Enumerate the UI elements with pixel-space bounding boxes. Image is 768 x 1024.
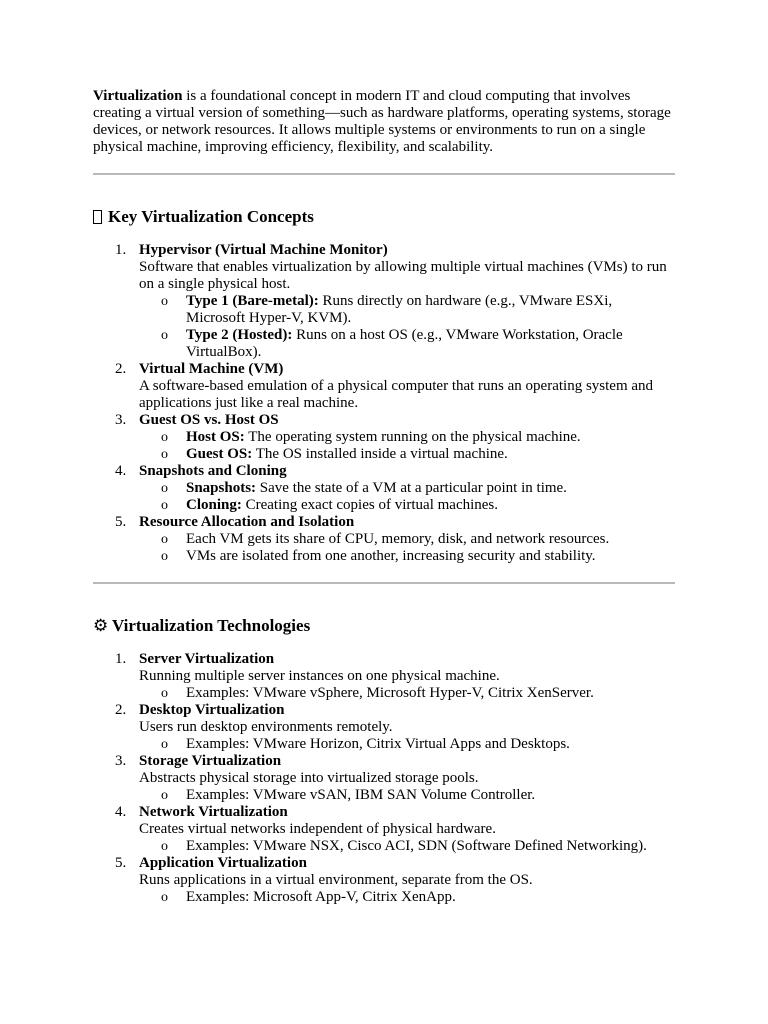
concepts-list bbox=[93, 242, 675, 565]
item-description: Abstracts physical storage into virtualized storage pools. bbox=[139, 770, 479, 786]
sub-list bbox=[139, 429, 675, 463]
document-body bbox=[93, 88, 675, 906]
sub-item-text: The OS installed inside a virtual machine. bbox=[252, 446, 508, 462]
sub-item-label: Type 2 (Hosted): bbox=[186, 327, 293, 343]
sub-item-label: Snapshots: bbox=[186, 480, 257, 496]
sub-item-text: Each VM gets its share of CPU, memory, disk, and network resources. bbox=[186, 531, 610, 547]
sub-item-text: Examples: VMware vSphere, Microsoft Hyper-V, Citrix XenServer. bbox=[186, 685, 594, 701]
list-number: 3. bbox=[115, 412, 127, 428]
horizontal-rule bbox=[93, 582, 675, 584]
sub-list-item bbox=[139, 787, 675, 804]
sub-item-label: Guest OS: bbox=[186, 446, 253, 462]
item-title: Snapshots and Cloning bbox=[139, 463, 287, 479]
sub-item-text: Examples: Microsoft App-V, Citrix XenApp. bbox=[186, 889, 456, 905]
sub-item-text: The operating system running on the physical machine. bbox=[244, 429, 581, 445]
list-number: 4. bbox=[115, 463, 127, 479]
bullet-icon: o bbox=[161, 890, 168, 905]
list-item bbox=[93, 242, 675, 361]
list-number: 5. bbox=[115, 855, 127, 871]
sub-list-item bbox=[139, 327, 675, 361]
item-title: Desktop Virtualization bbox=[139, 702, 285, 718]
sub-list-item bbox=[139, 889, 675, 906]
item-title: Application Virtualization bbox=[139, 855, 307, 871]
sub-item-label: Host OS: bbox=[186, 429, 245, 445]
list-number: 5. bbox=[115, 514, 127, 530]
gear-icon: ⚙ bbox=[93, 616, 109, 635]
bullet-icon: o bbox=[161, 481, 168, 496]
horizontal-rule bbox=[93, 173, 675, 175]
item-title: Storage Virtualization bbox=[139, 753, 282, 769]
bullet-icon: o bbox=[161, 447, 168, 462]
sub-list-item bbox=[139, 838, 675, 855]
bullet-icon: o bbox=[161, 430, 168, 445]
sub-list-item bbox=[139, 293, 675, 327]
sub-item-text: Examples: VMware Horizon, Citrix Virtual Apps and Desktops. bbox=[186, 736, 570, 752]
sub-list-item bbox=[139, 497, 675, 514]
sub-item-text: Runs directly on hardware (e.g., VMware ESXi, Microsoft Hyper-V, KVM). bbox=[186, 293, 613, 326]
list-number: 1. bbox=[115, 651, 127, 667]
technologies-heading bbox=[93, 616, 675, 636]
list-item bbox=[93, 412, 675, 463]
sub-list bbox=[139, 838, 675, 855]
bullet-icon: o bbox=[161, 294, 168, 309]
list-number: 4. bbox=[115, 804, 127, 820]
list-number: 2. bbox=[115, 702, 127, 718]
list-item bbox=[93, 753, 675, 804]
intro-paragraph bbox=[93, 88, 675, 156]
sub-item-text: Creating exact copies of virtual machines. bbox=[241, 497, 499, 513]
list-item bbox=[93, 463, 675, 514]
sub-list bbox=[139, 736, 675, 753]
technologies-list bbox=[93, 651, 675, 906]
list-item bbox=[93, 514, 675, 565]
list-item bbox=[93, 804, 675, 855]
list-number: 1. bbox=[115, 242, 127, 258]
list-item bbox=[93, 361, 675, 412]
item-description: Running multiple server instances on one physical machine. bbox=[139, 668, 500, 684]
list-item bbox=[93, 651, 675, 702]
sub-list bbox=[139, 889, 675, 906]
bullet-icon: o bbox=[161, 532, 168, 547]
item-title: Guest OS vs. Host OS bbox=[139, 412, 279, 428]
item-description: A software-based emulation of a physical computer that runs an operating system and applications just like a real machine. bbox=[139, 378, 654, 411]
list-number: 3. bbox=[115, 753, 127, 769]
bullet-icon: o bbox=[161, 498, 168, 513]
concepts-heading-text: Key Virtualization Concepts bbox=[108, 207, 314, 226]
item-title: Virtual Machine (VM) bbox=[139, 361, 284, 377]
sub-list bbox=[139, 480, 675, 514]
sub-item-text: VMs are isolated from one another, increasing security and stability. bbox=[186, 548, 596, 564]
item-description: Runs applications in a virtual environment, separate from the OS. bbox=[139, 872, 533, 888]
sub-item-label: Cloning: bbox=[186, 497, 242, 513]
item-title: Network Virtualization bbox=[139, 804, 288, 820]
sub-item-text: Examples: VMware vSAN, IBM SAN Volume Controller. bbox=[186, 787, 536, 803]
sub-list-item bbox=[139, 531, 675, 548]
bullet-icon: o bbox=[161, 328, 168, 343]
sub-list-item bbox=[139, 736, 675, 753]
sub-list-item bbox=[139, 548, 675, 565]
sub-list bbox=[139, 531, 675, 565]
sub-item-label: Type 1 (Bare-metal): bbox=[186, 293, 319, 309]
item-title: Hypervisor (Virtual Machine Monitor) bbox=[139, 242, 388, 258]
sub-list bbox=[139, 787, 675, 804]
bullet-icon: o bbox=[161, 788, 168, 803]
sub-item-text: Runs on a host OS (e.g., VMware Workstation, Oracle VirtualBox). bbox=[186, 327, 623, 360]
list-item bbox=[93, 855, 675, 906]
bullet-icon: o bbox=[161, 686, 168, 701]
list-number: 2. bbox=[115, 361, 127, 377]
sub-item-text: Save the state of a VM at a particular point in time. bbox=[256, 480, 567, 496]
list-item bbox=[93, 702, 675, 753]
bullet-icon: o bbox=[161, 549, 168, 564]
sub-list-item bbox=[139, 685, 675, 702]
technologies-heading-text: Virtualization Technologies bbox=[112, 616, 311, 635]
sub-list bbox=[139, 293, 675, 361]
item-description: Creates virtual networks independent of physical hardware. bbox=[139, 821, 496, 837]
bullet-icon: o bbox=[161, 737, 168, 752]
intro-term: Virtualization bbox=[93, 88, 183, 104]
intro-text: is a foundational concept in modern IT and cloud computing that involves creating a virtual version of something—such as hardware platforms, operating systems, storage devices, or network resources. It allows multiple systems or environments to run on a single physical machine, improving efficiency, flexibility, and scalability. bbox=[93, 88, 671, 155]
sub-list-item bbox=[139, 429, 675, 446]
item-title: Resource Allocation and Isolation bbox=[139, 514, 355, 530]
item-title: Server Virtualization bbox=[139, 651, 275, 667]
bullet-icon: o bbox=[161, 839, 168, 854]
sub-list-item bbox=[139, 446, 675, 463]
missing-glyph-icon bbox=[93, 210, 102, 224]
sub-item-text: Examples: VMware NSX, Cisco ACI, SDN (Software Defined Networking). bbox=[186, 838, 647, 854]
sub-list bbox=[139, 685, 675, 702]
sub-list-item bbox=[139, 480, 675, 497]
item-description: Software that enables virtualization by allowing multiple virtual machines (VMs) to run on a single physical host. bbox=[139, 259, 667, 292]
item-description: Users run desktop environments remotely. bbox=[139, 719, 393, 735]
concepts-heading bbox=[93, 207, 675, 227]
